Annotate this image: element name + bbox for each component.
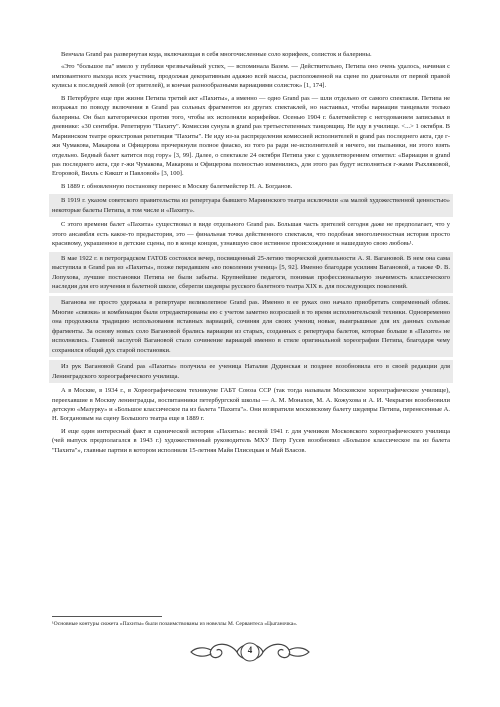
- paragraph: С этого времени балет «Пахита» существовал в виде отдельного Grand pas. Большая часть зрителей сегодня даже не предполагает, что у этого ансамбля есть какое-то предыстория, это — финальная точка действенного спектакля, что подобная многоличностная история просто красивому, украшенное в детские сцены, по в конце концов, узнавшую свое истинное происхождение и нашедшую свою любовь¹.: [52, 221, 450, 248]
- footnote-divider: [52, 616, 162, 617]
- paragraph-shaded: В мае 1922 г. в петроградском ГАТОБ состоялся вечер, посвященный 25-летию творческой деятельности А. Я. Вагановой. В нем она сама выступила в Grand pas из «Пахиты», позже передавшем «во поколении учениц» [5, 92]. Именно благодаря усилиям Вагановой, а также Ф. В. Лопухова, лучшие постановки Петипа не были забыты. Крупнейшие педагоги, понимая профессиональную значимость классического наследия для его изучения в балетной школе, сберегли шедевры русского балетного театра XIX в. для последующих поколений.: [49, 252, 453, 294]
- paragraph: В 1889 г. обновленную постановку перенес в Москву балетмейстер Н. А. Богданов.: [61, 182, 293, 190]
- paragraph: «Это "большое па" имело у публики чрезвычайный успех, — вспоминала Вазем. — Действительно, Петипа оно очень удалось, начиная с имповантного выхода всех участниц, продолжая декоративным адажио всей массы, расположенной на сцене по диагонали от первой правой кулисы к последней левой (от зрителей), и кончая разнообразными вариациями солисток» [1, 174].: [52, 63, 450, 90]
- paragraph: В Петербурге еще при жизни Петипа третий акт «Пахиты», а именно — одно Grand pas — шли отдельно от самого спектакля. Петипа не возражал по поводу включения в Grand pas сольных фрагментов из других спектаклей, но настаивал, чтобы вариации танцевали только балерины. Он был категорически против того, чтобы их исполняли корифейки. Осенью 1904 г. балетмейстер с негодованием записывал в дневнике: «30 сентября. Репетирую "Пахиту". Комиссия сунула в grand pas третьестепенных танцовщиц. Не иду в училище. <...> 1 октября. В Мариинском театре оркестровая репетиция "Пахиты". Не иду из-за распределения комиссией исполнителей в grand pas последнего акта, где г-жи Чумакова, Макарова и Офицерова прочеркнули полное фиаско, из того ра ради не-исполнителей я ничего, ни пыльники, ни этого взять отдельно. Бедный балет катится под гору» [3, 99]. Далее, о спектакле 24 октября Петипа уже с удовлетворением отметил: «Вариация в grand pas последнего акта, где г-жи Чумакова, Макарова и Офицерова полностью изменились, для этого pas будут исполняться г-жами Рыхляковой, Егоровой, Вилль с Кякшт и Павловой» [3, 100].: [52, 94, 450, 178]
- paragraph: И еще один интересный факт в сценической истории «Пахиты»: весной 1941 г. для учеников Московского хореографического училища (чей выпуск предполагался в 1943 г.) художественный руководитель МХУ Петр Гусев возобновил «Большое классическое па из балета "Пахита"», главные партии в котором исполнили 15-летняя Майя Плисецкая и Май Власов.: [52, 427, 450, 454]
- paragraph: Венчала Grand pas развернутая кода, включающая в себя многочисленные соло корифеек, солисток и балерины.: [61, 51, 372, 58]
- body-text: [52, 50, 450, 455]
- footnote: ¹Основные контуры сюжета «Пахиты» были позаимствованы из новеллы М. Сервантеса «Цыганочка».: [52, 621, 298, 627]
- paragraph-shaded: Ваганова не просто удержала в репертуаре великолепное Grand pas. Именно в ее руках оно начало приобретать современный облик. Многие «связки» и комбинации были отредактированы ею с учетом заметно возросшей в то время исполнительской техники. Одновременно она продолжила традицию использования вставных вариаций, сочиняя для своих учениц новые, выигрышные для их данных сольные фрагменты. За основу новых соло Вагановой брались вариации из старых, созданных с репертуара балетов, которые больше в «Пахите» не исполнялись. Главной заслугой Вагановой стало сочинение вариаций именно в стиле оригинальной хореографии Петипа, благодаря чему сохранился общий дух старой постановки.: [49, 296, 453, 357]
- paragraph: А в Москве, в 1934 г., в Хореографическом техникуме ГАБТ Союза ССР (так тогда называли Московское хореографическое училище), переехавшие в Москву ленинградцы, воспитанники петербургской школы — А. М. Монахов, М. А. Кожухова и А. И. Чекрыгин возобновили детскую «Мазурку» и «Большое классическое па из балета "Пахита"». Они возвратили московскому балету шедевры Петипа, перенесенные А. Н. Богдановым на сцену Большого театра еще в 1889 г.: [52, 387, 450, 423]
- paragraph-shaded: В 1919 г. указом советского правительства из репертуара бывшего Мариинского театра исключили «за малой художественной ценностью» некоторые балеты Петипа, в том числе и «Пахиту».: [49, 194, 453, 217]
- paragraph-shaded: Из рук Вагановой Grand pas «Пахиты» получила ее ученица Наталия Дудинская и позднее возобновила его в своей редакции для Ленинградского хореографического училища.: [49, 360, 453, 383]
- page-number: 4: [247, 645, 253, 655]
